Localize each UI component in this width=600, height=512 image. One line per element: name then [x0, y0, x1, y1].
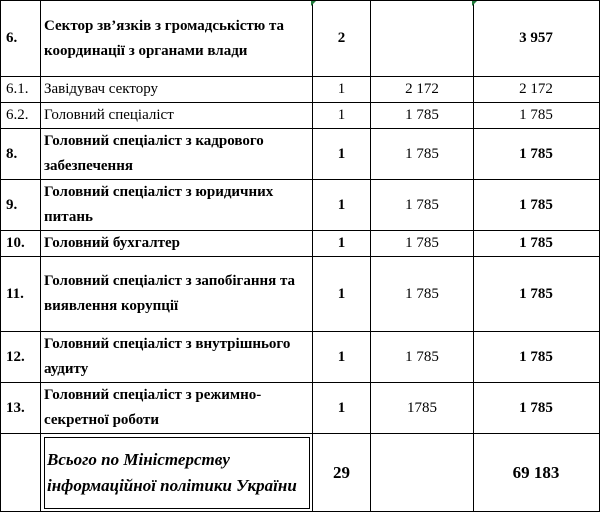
table-row — [1, 103, 600, 129]
row-total: 1 785 — [474, 257, 600, 332]
row-count: 1 — [313, 231, 371, 257]
row-total: 1 785 — [474, 231, 600, 257]
row-salary: 1 785 — [371, 129, 474, 180]
row-total: 1 785 — [474, 180, 600, 231]
row-count: 1 — [313, 383, 371, 434]
total-salary — [371, 434, 474, 512]
total-label: Всього по Міністерству інформаційної політики України — [41, 434, 313, 512]
row-name: Головний спеціаліст з кадрового забезпечення — [41, 129, 313, 180]
row-total: 1 785 — [474, 332, 600, 383]
row-number: 6. — [1, 1, 41, 77]
total-count: 29 — [313, 434, 371, 512]
row-count: 1 — [313, 180, 371, 231]
row-count: 1 — [313, 332, 371, 383]
row-number: 12. — [1, 332, 41, 383]
row-salary: 1 785 — [371, 180, 474, 231]
row-total: 1 785 — [474, 383, 600, 434]
row-count: 1 — [313, 77, 371, 103]
row-name: Завідувач сектору — [41, 77, 313, 103]
table-row — [1, 332, 600, 383]
row-total: 1 785 — [474, 103, 600, 129]
row-total: 3 957 — [474, 1, 600, 77]
row-name: Сектор зв’язків з громадськістю та координації з органами влади — [41, 1, 313, 77]
cell-comment-marker — [311, 1, 316, 6]
row-salary: 2 172 — [371, 77, 474, 103]
row-number: 10. — [1, 231, 41, 257]
table-row — [1, 231, 600, 257]
row-number: 6.1. — [1, 77, 41, 103]
table-row — [1, 1, 600, 77]
cell-comment-marker — [472, 1, 477, 6]
total-row — [1, 434, 600, 512]
table-row — [1, 383, 600, 434]
row-name: Головний спеціаліст — [41, 103, 313, 129]
table-row — [1, 77, 600, 103]
row-number: 13. — [1, 383, 41, 434]
row-number: 9. — [1, 180, 41, 231]
row-total: 1 785 — [474, 129, 600, 180]
row-name: Головний бухгалтер — [41, 231, 313, 257]
row-number: 8. — [1, 129, 41, 180]
row-salary: 1 785 — [371, 257, 474, 332]
row-name: Головний спеціаліст з режимно-секретної роботи — [41, 383, 313, 434]
total-number — [1, 434, 41, 512]
row-count: 1 — [313, 103, 371, 129]
row-count: 2 — [313, 1, 371, 77]
row-salary: 1 785 — [371, 231, 474, 257]
row-name: Головний спеціаліст з юридичних питань — [41, 180, 313, 231]
row-name: Головний спеціаліст з запобігання та виявлення корупції — [41, 257, 313, 332]
row-salary: 1 785 — [371, 332, 474, 383]
row-count: 1 — [313, 129, 371, 180]
total-sum: 69 183 — [474, 434, 600, 512]
row-name: Головний спеціаліст з внутрішнього аудиту — [41, 332, 313, 383]
row-number: 11. — [1, 257, 41, 332]
row-salary: 1785 — [371, 383, 474, 434]
row-salary — [371, 1, 474, 77]
row-total: 2 172 — [474, 77, 600, 103]
table-row — [1, 257, 600, 332]
table-row — [1, 129, 600, 180]
row-salary: 1 785 — [371, 103, 474, 129]
table-row — [1, 180, 600, 231]
row-count: 1 — [313, 257, 371, 332]
row-number: 6.2. — [1, 103, 41, 129]
